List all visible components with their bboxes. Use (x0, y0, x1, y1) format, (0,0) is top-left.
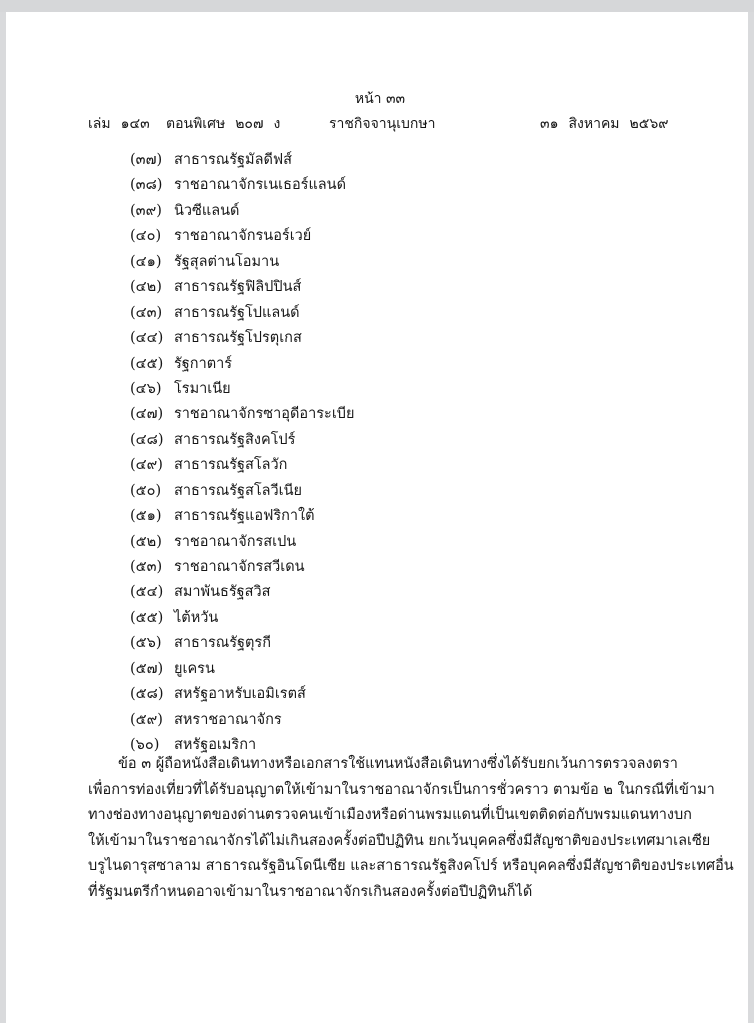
item-number: (๔๖) (130, 380, 162, 397)
list-item (130, 453, 354, 478)
item-number: (๔๑) (130, 253, 162, 270)
country-name: ราชอาณาจักรสเปน (174, 533, 297, 550)
item-number: (๕๙) (130, 711, 163, 728)
country-list (130, 148, 354, 759)
item-number: (๕๔) (130, 584, 164, 601)
paragraph-line: ทางช่องทางอนุญาตของด่านตรวจคนเข้าเมืองหรือด่านพรมแดนที่เป็นเขตติดต่อกับพรมแดนทางบก (88, 807, 692, 823)
item-number: (๔๗) (130, 406, 164, 423)
country-name: ยูเครน (174, 660, 215, 677)
paragraph-line: ให้เข้ามาในราชอาณาจักรได้ไม่เกินสองครั้งต่อปีปฏิทิน ยกเว้นบุคคลซึ่งมีสัญชาติของประเทศมาเลเซีย (88, 832, 711, 849)
list-item (130, 631, 354, 656)
date-year: ๒๕๖๙ (629, 116, 669, 132)
item-number: (๕๑) (130, 508, 162, 525)
list-item (130, 352, 354, 377)
item-number: (๕๖) (130, 635, 162, 652)
country-name: สาธารณรัฐโปรตุเกส (174, 330, 302, 347)
item-number: (๕๘) (130, 686, 164, 703)
list-item (130, 224, 354, 249)
item-number: (๓๘) (130, 177, 163, 194)
country-name: สาธารณรัฐแอฟริกาใต้ (174, 508, 315, 525)
edition-label: ตอนพิเศษ (166, 116, 226, 132)
country-name: สหรัฐอาหรับเอมิเรตส์ (174, 686, 306, 703)
item-number: (๕๓) (130, 559, 163, 575)
edition-section: ง (273, 116, 281, 132)
volume-info (88, 113, 150, 135)
country-name: รัฐสุลต่านโอมาน (174, 253, 280, 270)
page-number: หน้า ๓๓ (354, 91, 406, 107)
country-name: สาธารณรัฐสิงคโปร์ (174, 431, 296, 448)
country-name: สาธารณรัฐฟิลิปปินส์ (174, 279, 302, 296)
list-item (130, 580, 354, 605)
list-item (130, 377, 354, 402)
item-number: (๕๕) (130, 609, 164, 626)
item-number: (๓๙) (130, 202, 162, 219)
country-name: สาธารณรัฐมัลดีฟส์ (174, 152, 292, 168)
country-name: สมาพันธรัฐสวิส (174, 584, 271, 601)
date-month: สิงหาคม (568, 116, 620, 132)
paragraph-line: ข้อ ๓ ผู้ถือหนังสือเดินทางหรือเอกสารใช้แทนหนังสือเดินทางซึ่งได้รับยกเว้นการตรวจลงตรา (118, 756, 678, 772)
top-bar (0, 0, 754, 12)
list-item (130, 173, 354, 198)
edition-number: ๒๐๗ (235, 116, 264, 132)
list-item (130, 708, 354, 733)
list-item (130, 326, 354, 351)
item-number: (๔๙) (130, 457, 163, 474)
paragraph-line: ที่รัฐมนตรีกำหนดอาจเข้ามาในราชอาณาจักรเกินสองครั้งต่อปีปฏิทินก็ได้ (88, 883, 533, 900)
country-name: สหรัฐอเมริกา (174, 737, 257, 754)
country-name: รัฐกาตาร์ (174, 355, 233, 372)
country-name: นิวซีแลนด์ (174, 202, 240, 219)
country-name: สาธารณรัฐโปแลนด์ (174, 304, 300, 321)
clause-paragraph (88, 752, 734, 905)
country-name: ไต้หวัน (174, 609, 219, 626)
country-name: สหราชอาณาจักร (174, 711, 282, 728)
country-name: โรมาเนีย (174, 380, 231, 397)
list-item (130, 682, 354, 707)
item-number: (๕๐) (130, 482, 162, 499)
item-number: (๔๕) (130, 355, 164, 372)
list-item (130, 555, 354, 580)
item-number: (๔๒) (130, 279, 162, 296)
item-number: (๕๗) (130, 660, 164, 677)
item-number: (๕๒) (130, 533, 162, 550)
gazette-title: ราชกิจจานุเบกษา (329, 116, 436, 132)
date-day: ๓๑ (540, 116, 559, 132)
item-number: (๔๘) (130, 431, 164, 448)
volume-label: เล่ม (88, 116, 111, 132)
item-number: (๓๗) (130, 152, 163, 168)
list-item (130, 402, 354, 427)
item-number: (๖๐) (130, 737, 160, 754)
publication-date (540, 113, 669, 135)
country-name: สาธารณรัฐสโลวีเนีย (174, 482, 303, 499)
country-name: สาธารณรัฐสโลวัก (174, 457, 288, 474)
country-name: ราชอาณาจักรซาอุดีอาระเบีย (174, 406, 355, 423)
list-item (130, 606, 354, 631)
list-item (130, 657, 354, 682)
country-name: ราชอาณาจักรสวีเดน (174, 559, 305, 575)
list-item (130, 530, 354, 555)
list-item (130, 504, 354, 529)
item-number: (๔๔) (130, 330, 164, 347)
paragraph-line: บรูไนดารุสซาลาม สาธารณรัฐอินโดนีเซีย และสาธารณรัฐสิงคโปร์ หรือบุคคลซึ่งมีสัญชาติของประเทศอื่น (88, 858, 734, 874)
list-item (130, 275, 354, 300)
country-name: ราชอาณาจักรนอร์เวย์ (174, 228, 312, 245)
item-number: (๔๐) (130, 228, 162, 245)
volume-number: ๑๔๓ (120, 116, 150, 132)
item-number: (๔๓) (130, 304, 163, 321)
list-item (130, 199, 354, 224)
list-item (130, 428, 354, 453)
paragraph-line: เพื่อการท่องเที่ยวที่ได้รับอนุญาตให้เข้ามาในราชอาณาจักรเป็นการชั่วคราว ตามข้อ ๒ ในกรณีที่เข้ามา (88, 781, 715, 798)
list-item (130, 479, 354, 504)
list-item (130, 148, 354, 173)
list-item (130, 301, 354, 326)
country-name: ราชอาณาจักรเนเธอร์แลนด์ (174, 177, 347, 194)
country-name: สาธารณรัฐตุรกี (174, 635, 271, 652)
list-item (130, 250, 354, 275)
edition-info (166, 113, 280, 135)
